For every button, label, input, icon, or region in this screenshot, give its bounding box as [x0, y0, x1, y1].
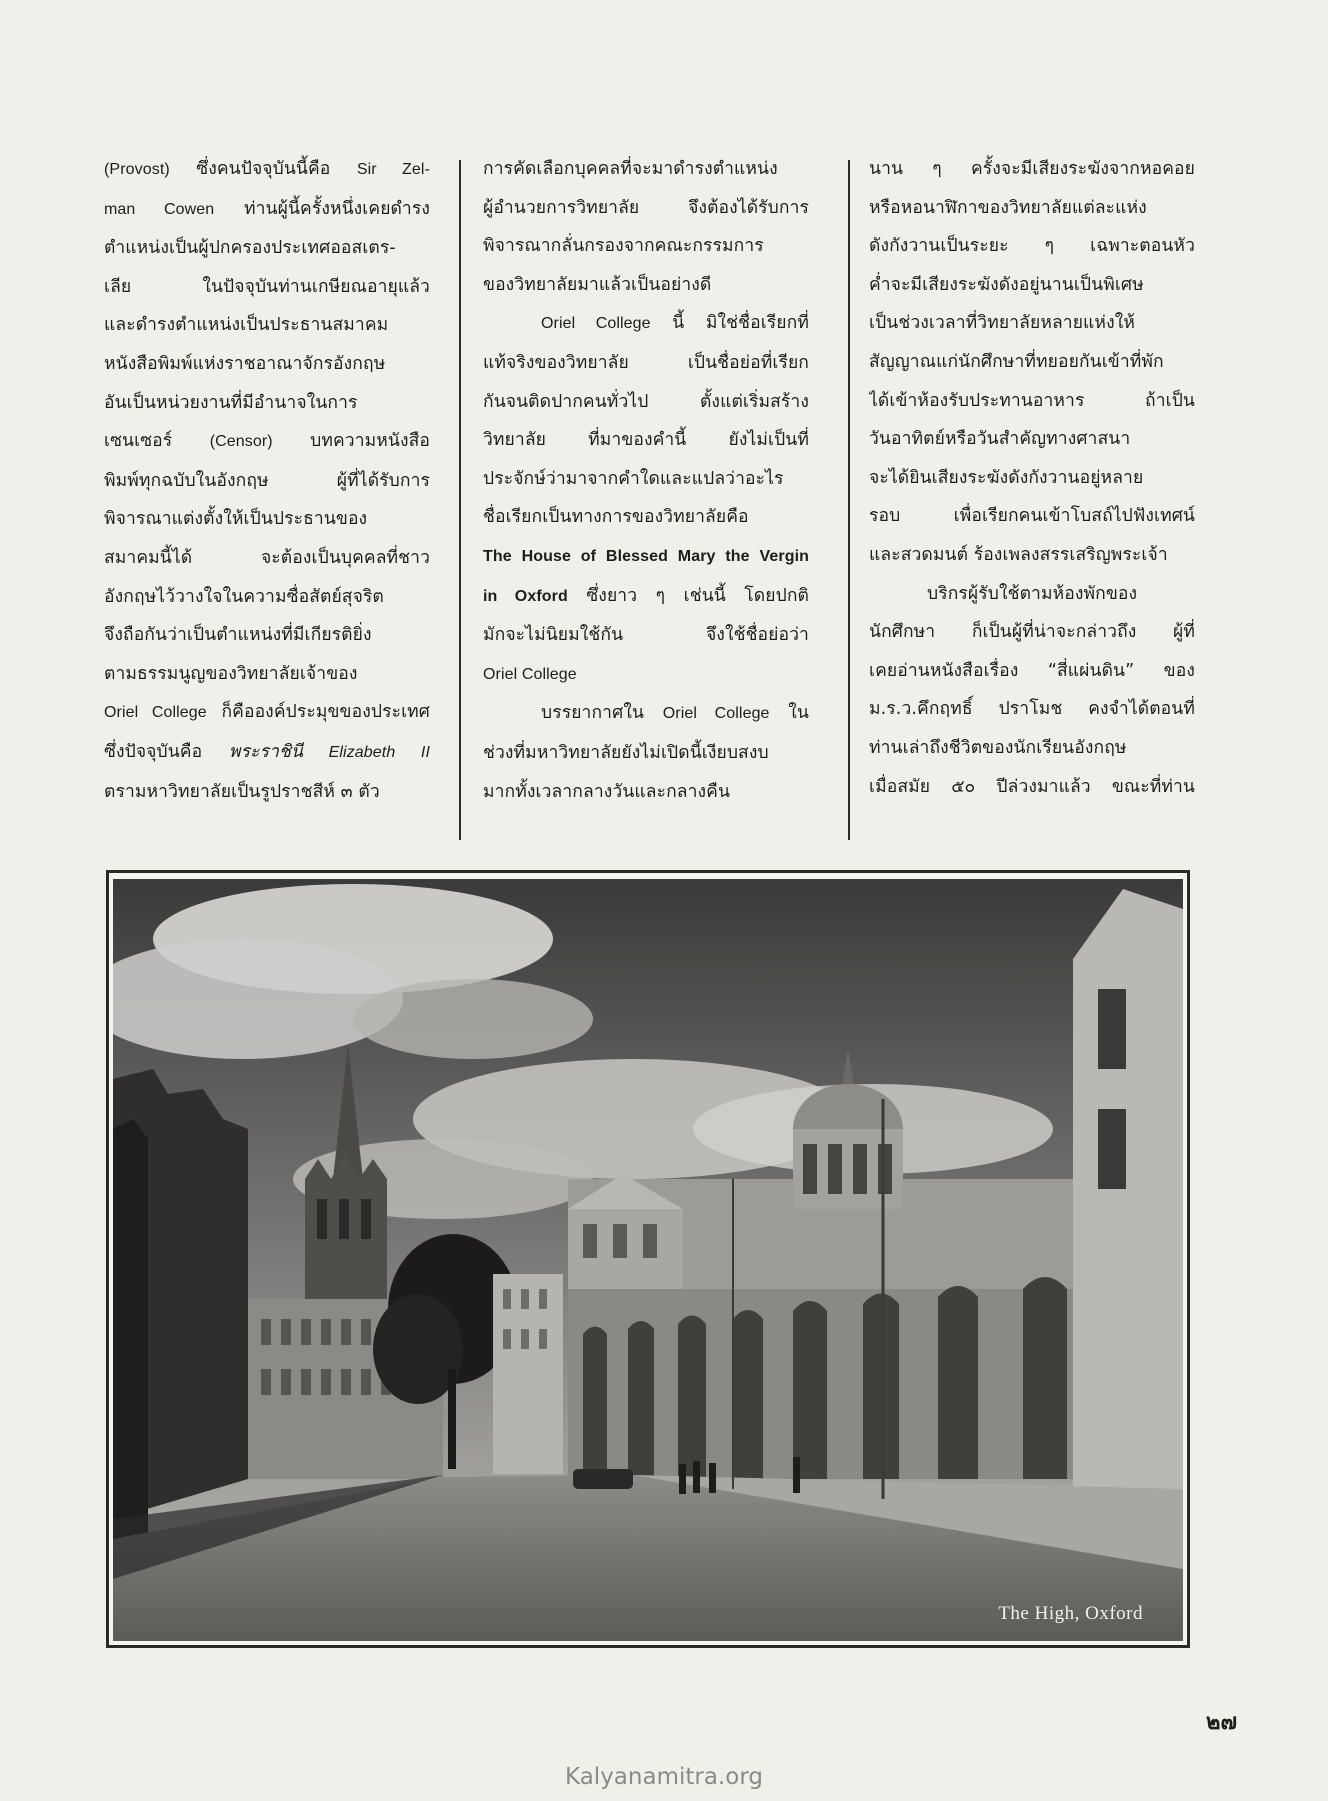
text-line — [869, 382, 1195, 421]
text-line — [483, 150, 809, 189]
text-run: Oriel College — [662, 705, 770, 723]
text-line — [104, 229, 430, 268]
text-run: ประจักษ์ว่ามาจากคำใดและแปลว่าอะไร — [483, 468, 784, 489]
text-run: ท่านผู้นี้ครั้งหนึ่งเคยดำรง — [214, 198, 430, 219]
text-run: อันเป็นหน่วยงานที่มีอำนาจในการ — [104, 392, 358, 413]
text-line — [104, 306, 430, 345]
text-line — [483, 694, 809, 734]
text-run: บริกรผู้รับใช้ตามห้องพักของ — [927, 583, 1138, 604]
text-line — [483, 189, 809, 228]
text-run: ซึ่งปัจจุบันคือ — [104, 741, 229, 762]
text-line — [869, 304, 1195, 343]
text-run: บทความหนังสือ — [272, 431, 430, 452]
text-run: และสวดมนต์ ร้องเพลงสรรเสริญพระเจ้า — [869, 544, 1168, 565]
text-run: พระราชินี — [228, 741, 304, 762]
text-run: ผู้อำนวยการวิทยาลัย จึงต้องได้รับการ — [483, 197, 809, 218]
text-line — [869, 536, 1195, 575]
text-run: พิจารณากลั่นกรองจากคณะกรรมการ — [483, 236, 764, 257]
text-run: ค่ำจะมีเสียงระฆังดังอยู่นานเป็นพิเศษ — [869, 274, 1144, 295]
text-run: Elizabeth II — [303, 743, 430, 761]
text-run: ชื่อเรียกเป็นทางการของวิทยาลัยคือ — [483, 507, 749, 528]
text-run: การคัดเลือกบุคคลที่จะมาดำรงตำแหน่ง — [483, 159, 778, 179]
text-run: Oriel College — [483, 665, 577, 683]
text-run: เลีย ในปัจจุบันท่านเกษียณอายุแล้ว — [104, 276, 430, 297]
text-run: ซึ่งยาว ๆ เช่นนี้ โดยปกติ — [567, 585, 809, 606]
text-run: รอบ เพื่อเรียกคนเข้าโบสถ์ไปฟังเทศน์ — [869, 506, 1195, 527]
text-run: ของวิทยาลัยมาแล้วเป็นอย่างดี — [483, 274, 712, 295]
text-line — [483, 773, 809, 812]
watermark: Kalyanamitra.org — [565, 1764, 763, 1790]
text-line — [104, 578, 430, 617]
text-column-2 — [483, 150, 809, 811]
text-run: สัญญาณแก่นักศึกษาที่ทยอยกันเข้าที่พัก — [869, 351, 1164, 372]
text-line — [869, 266, 1195, 305]
text-run: Oriel College — [541, 315, 651, 333]
text-line — [104, 190, 430, 230]
text-line — [104, 539, 430, 578]
text-line — [869, 189, 1195, 228]
text-line — [869, 420, 1195, 459]
text-run: นักศึกษา ก็เป็นผู้ที่น่าจะกล่าวถึง ผู้ที่ — [869, 622, 1195, 643]
text-line — [104, 655, 430, 694]
text-line — [869, 227, 1195, 266]
text-run: วิทยาลัย ที่มาของคำนี้ ยังไม่เป็นที่ — [483, 430, 809, 451]
text-run: มากทั้งเวลากลางวันและกลางคืน — [483, 781, 731, 802]
text-line — [869, 575, 1195, 614]
text-run: ซึ่งคนปัจจุบันนี้คือ — [169, 159, 357, 179]
text-run: และดำรงตำแหน่งเป็นประธานสมาคม — [104, 315, 389, 336]
text-run: ตรามหาวิทยาลัยเป็นรูปราชสีห์ ๓ ตัว — [104, 781, 380, 802]
text-line — [104, 384, 430, 423]
text-line — [104, 500, 430, 539]
street-photo-illustration — [113, 879, 1183, 1641]
text-run: วันอาทิตย์หรือวันสำคัญทางศาสนา — [869, 429, 1131, 450]
text-line — [104, 150, 430, 190]
text-run: หรือหอนาฬิกาของวิทยาลัยแต่ละแห่ง — [869, 197, 1147, 218]
text-line — [104, 693, 430, 733]
text-line — [483, 383, 809, 422]
text-run: ตำแหน่งเป็นผู้ปกครองประเทศออสเตร- — [104, 238, 396, 259]
text-line — [869, 343, 1195, 382]
text-line — [483, 421, 809, 460]
text-run: in Oxford — [483, 587, 568, 605]
text-run: ก็คือองค์ประมุขของประเทศ — [206, 702, 430, 723]
text-line — [483, 655, 809, 695]
text-run: มักจะไม่นิยมใช้กัน จึงใช้ชื่อย่อว่า — [483, 625, 809, 646]
text-line — [483, 266, 809, 305]
text-line — [104, 345, 430, 384]
text-line — [483, 616, 809, 655]
text-line — [483, 537, 809, 577]
column-divider — [848, 160, 850, 840]
text-line — [104, 268, 430, 307]
text-run: ได้เข้าห้องรับประทานอาหาร ถ้าเป็น — [869, 390, 1195, 411]
text-run: จะได้ยินเสียงระฆังดังกังวานอยู่หลาย — [869, 467, 1144, 488]
text-line — [483, 734, 809, 773]
text-line — [869, 768, 1195, 807]
text-run: Oriel College — [104, 704, 207, 722]
text-line — [483, 498, 809, 537]
text-line — [869, 613, 1195, 652]
text-run: บรรยากาศใน — [541, 703, 663, 724]
text-run: เป็นช่วงเวลาที่วิทยาลัยหลายแห่งให้ — [869, 313, 1135, 334]
text-line — [104, 462, 430, 501]
text-line — [869, 459, 1195, 498]
text-line — [483, 577, 809, 617]
text-run: (Provost) — [104, 161, 170, 178]
text-line — [104, 616, 430, 655]
text-line — [869, 729, 1195, 768]
text-run: Sir Zel- — [356, 161, 430, 178]
text-run: (Censor) — [209, 433, 273, 451]
text-run: หนังสือพิมพ์แห่งราชอาณาจักรอังกฤษ — [104, 353, 386, 374]
text-run: แท้จริงของวิทยาลัย เป็นชื่อย่อที่เรียก — [483, 352, 809, 373]
text-run: พิจารณาแต่งตั้งให้เป็นประธานของ — [104, 509, 368, 530]
text-line — [483, 344, 809, 383]
text-run: พิมพ์ทุกฉบับในอังกฤษ ผู้ที่ได้รับการ — [104, 470, 430, 491]
text-run: man Cowen — [104, 200, 215, 218]
text-run: ช่วงที่มหาวิทยาลัยยังไม่เปิดนี้เงียบสงบ — [483, 742, 769, 763]
text-column-3 — [869, 150, 1195, 806]
text-line — [483, 460, 809, 499]
text-line — [104, 773, 430, 812]
page-number: ๒๗ — [1206, 1710, 1238, 1735]
text-run: ม.ร.ว.คึกฤทธิ์ ปราโมช คงจำได้ตอนที่ — [869, 699, 1195, 720]
text-run: นี้ มิใช่ชื่อเรียกที่ — [650, 313, 809, 334]
text-run: กันจนติดปากคนทั่วไป ตั้งแต่เริ่มสร้าง — [483, 391, 809, 412]
text-line — [104, 733, 430, 773]
text-run: จึงถือกันว่าเป็นตำแหน่งที่มีเกียรติยิ่ง — [104, 625, 372, 646]
text-line — [483, 304, 809, 344]
text-run: ตามธรรมนูญของวิทยาลัยเจ้าของ — [104, 663, 358, 684]
text-line — [869, 497, 1195, 536]
text-run: ใน — [769, 703, 809, 724]
text-run: ท่านเล่าถึงชีวิตของนักเรียนอังกฤษ — [869, 737, 1127, 758]
text-run: เคยอ่านหนังสือเรื่อง “สี่แผ่นดิน” ของ — [869, 660, 1195, 681]
text-run: เซนเซอร์ — [104, 431, 210, 452]
text-run: ดังกังวานเป็นระยะ ๆ เฉพาะตอนหัว — [869, 236, 1195, 257]
column-divider — [459, 160, 461, 840]
text-run: นาน ๆ ครั้งจะมีเสียงระฆังจากหอคอย — [869, 159, 1195, 179]
text-line — [104, 422, 430, 462]
text-run: เมื่อสมัย ๕๐ ปีล่วงมาแล้ว ขณะที่ท่าน — [869, 776, 1195, 797]
text-line — [483, 227, 809, 266]
photo-caption: The High, Oxford — [998, 1603, 1143, 1624]
text-line — [869, 690, 1195, 729]
text-line — [869, 150, 1195, 189]
text-line — [869, 652, 1195, 691]
text-column-1 — [104, 150, 430, 811]
text-run: สมาคมนี้ได้ จะต้องเป็นบุคคลที่ชาว — [104, 547, 430, 568]
photo-the-high-oxford — [113, 879, 1183, 1641]
text-run: The House of Blessed Mary the Vergin — [483, 547, 809, 565]
text-run: อังกฤษไว้วางใจในความซื่อสัตย์สุจริต — [104, 586, 384, 607]
